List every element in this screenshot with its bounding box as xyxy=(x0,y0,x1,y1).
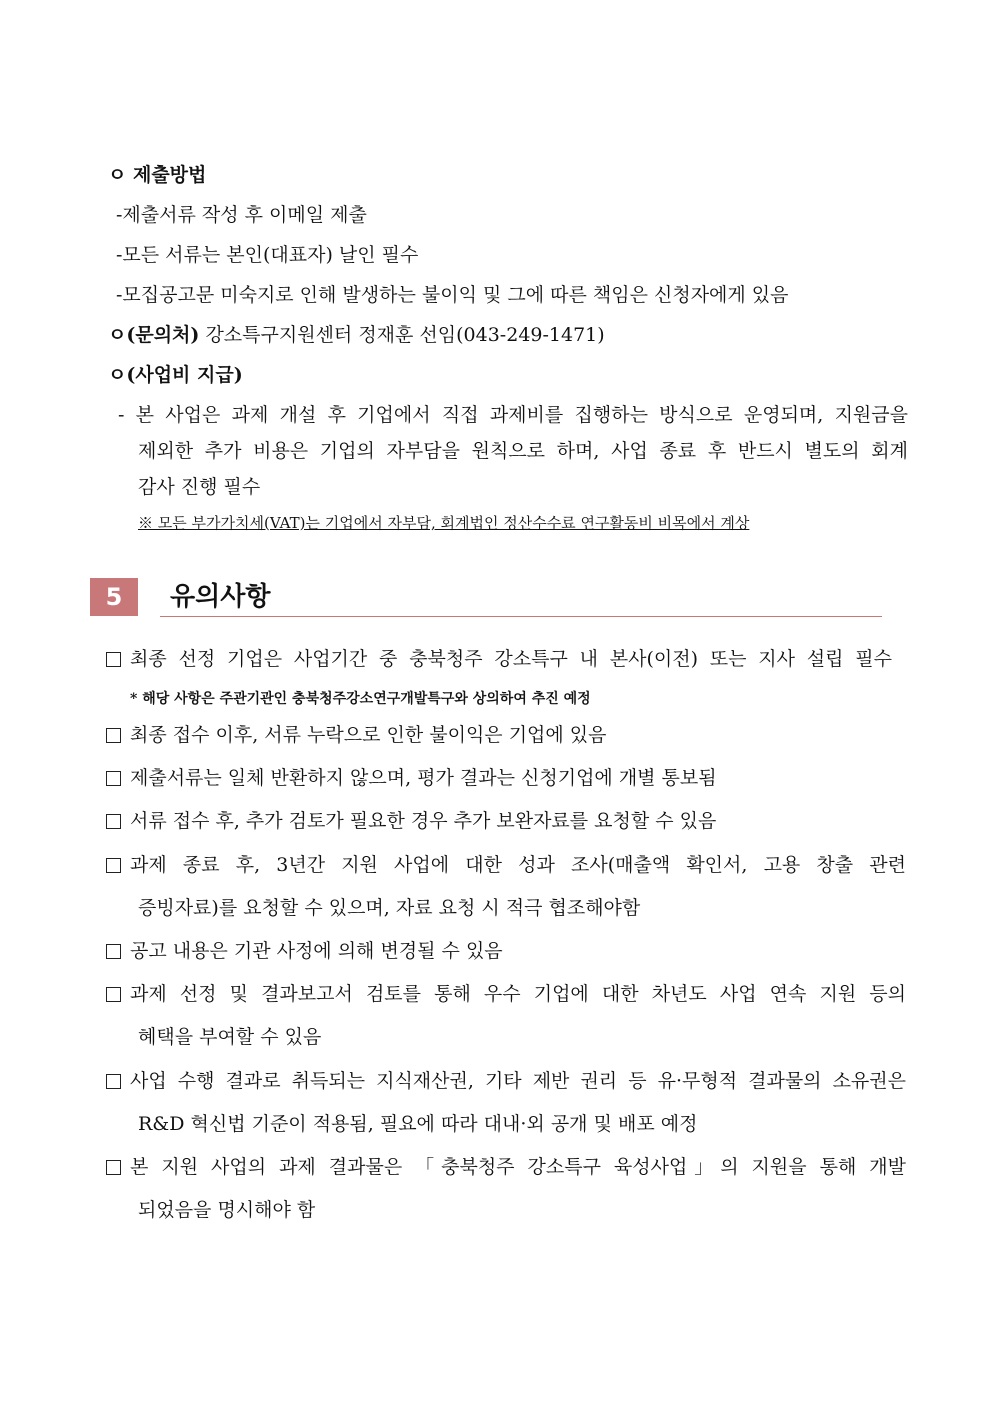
funding-heading: ㅇ(사업비 지급) xyxy=(108,364,243,386)
notice-item: 서류 접수 후, 추가 검토가 필요한 경우 추가 보완자료를 요청할 수 있음 xyxy=(106,809,716,833)
submission-item: -제출서류 작성 후 이메일 제출 xyxy=(116,204,367,226)
section-divider xyxy=(160,616,882,617)
section-number: 5 xyxy=(90,578,138,616)
section-title: 유의사항 xyxy=(170,582,271,612)
notice-item: 최종 접수 이후, 서류 누락으로 인한 불이익은 기업에 있음 xyxy=(106,723,607,747)
notice-item: 과제 종료 후, 3년간 지원 사업에 대한 성과 조사(매출액 확인서, 고용 창출 관련 xyxy=(106,853,906,877)
checkbox-icon xyxy=(106,814,121,829)
notice-subnote: * 해당 사항은 주관기관인 충북청주강소연구개발특구와 상의하여 추진 예정 xyxy=(130,691,591,707)
checkbox-icon xyxy=(106,944,121,959)
checkbox-icon xyxy=(106,987,121,1002)
checkbox-icon xyxy=(106,1160,121,1175)
checkbox-icon xyxy=(106,858,121,873)
notice-item: 제출서류는 일체 반환하지 않으며, 평가 결과는 신청기업에 개별 통보됨 xyxy=(106,766,717,790)
contact-label: ㅇ(문의처) xyxy=(108,324,200,346)
notice-item: 최종 선정 기업은 사업기간 중 충북청주 강소특구 내 본사(이전) 또는 지사 설립 필수 xyxy=(106,647,892,671)
submission-heading: ㅇ 제출방법 xyxy=(108,164,207,186)
checkbox-icon xyxy=(106,771,121,786)
notice-item-continuation: 증빙자료)를 요청할 수 있으며, 자료 요청 시 적극 협조해야함 xyxy=(138,897,641,919)
contact-text: 강소특구지원센터 정재훈 선임(043-249-1471) xyxy=(199,324,605,346)
submission-item: -모집공고문 미숙지로 인해 발생하는 불이익 및 그에 따른 책임은 신청자에게 있음 xyxy=(116,284,789,306)
funding-paragraph-line: 제외한 추가 비용은 기업의 자부담을 원칙으로 하며, 사업 종료 후 반드시 별도의 회계 xyxy=(138,440,908,462)
contact-line xyxy=(108,323,605,347)
funding-paragraph-line: 감사 진행 필수 xyxy=(138,476,261,498)
notice-item: 과제 선정 및 결과보고서 검토를 통해 우수 기업에 대한 차년도 사업 연속 지원 등의 xyxy=(106,982,906,1006)
notice-item-continuation: R&D 혁신법 기준이 적용됨, 필요에 따라 대내·외 공개 및 배포 예정 xyxy=(138,1113,698,1135)
notice-item: 공고 내용은 기관 사정에 의해 변경될 수 있음 xyxy=(106,939,503,963)
notice-item: 사업 수행 결과로 취득되는 지식재산권, 기타 제반 권리 등 유·무형적 결과물의 소유권은 xyxy=(106,1069,906,1093)
checkbox-icon xyxy=(106,652,121,667)
funding-paragraph-line: - 본 사업은 과제 개설 후 기업에서 직접 과제비를 집행하는 방식으로 운영되며, 지원금을 xyxy=(118,404,908,426)
submission-item: -모든 서류는 본인(대표자) 날인 필수 xyxy=(116,244,419,266)
checkbox-icon xyxy=(106,728,121,743)
notice-item: 본 지원 사업의 과제 결과물은 「충북청주 강소특구 육성사업」의 지원을 통해 개발 xyxy=(106,1155,906,1179)
checkbox-icon xyxy=(106,1074,121,1089)
notice-item-continuation: 혜택을 부여할 수 있음 xyxy=(138,1026,322,1048)
funding-note: ※ 모든 부가가치세(VAT)는 기업에서 자부담, 회계법인 정산수수료 연구활동비 비목에서 계상 xyxy=(138,514,750,532)
notice-item-continuation: 되었음을 명시해야 함 xyxy=(138,1199,316,1221)
